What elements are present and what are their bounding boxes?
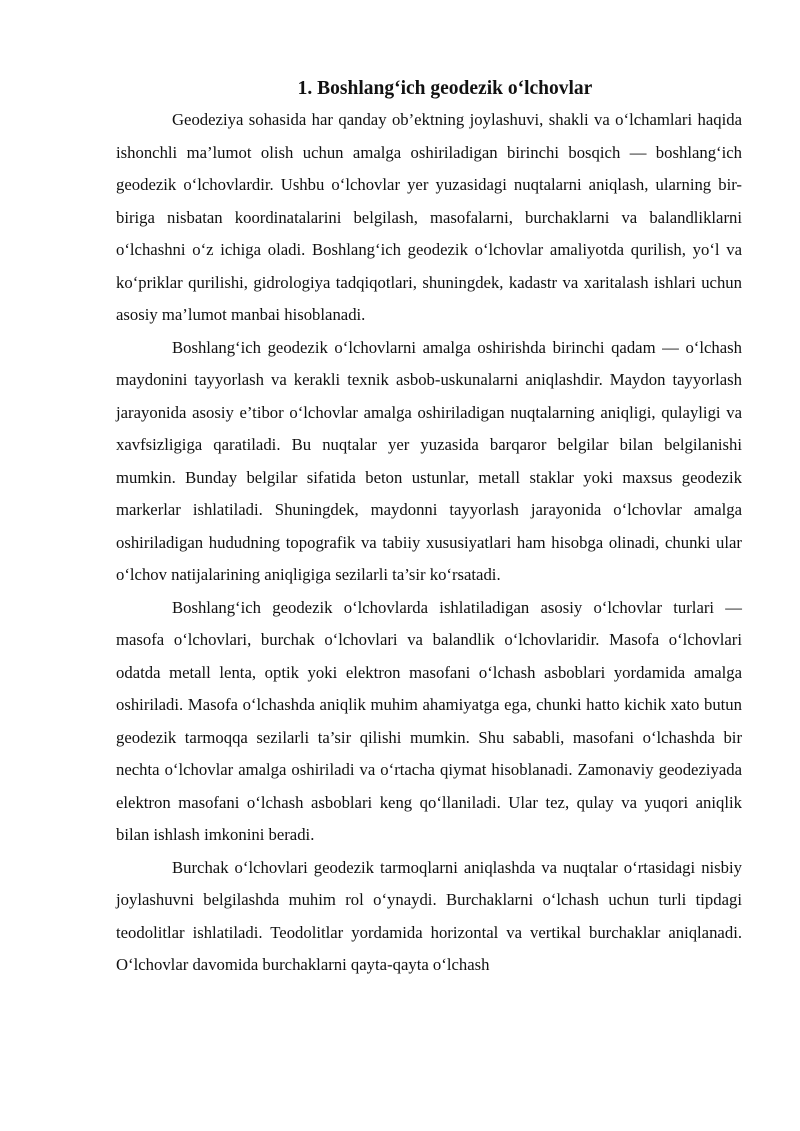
paragraph-4: Burchak o‘lchovlari geodezik tarmoqlarni aniqlashda va nuqtalar o‘rtasidagi nisbiy joylashuvni belgilashda muhim rol o‘ynaydi. Burchaklarni o‘lchash uchun turli tipdagi teodolitlar ishlatiladi. Teodolitlar yordamida horizontal va vertikal burchaklar aniqlanadi. O‘lchovlar davomida burchaklarni qayta-qayta o‘lchash (116, 857, 742, 974)
paragraph-2: Boshlang‘ich geodezik o‘lchovlarni amalga oshirishda birinchi qadam — o‘lchash maydonini tayyorlash va kerakli texnik asbob-uskunalarni aniqlashdir. Maydon tayyorlash jarayonida asosiy e’tibor o‘lchovlar amalga oshiriladigan nuqtalarning aniqligi, qulayligi va xavfsizligiga qaratiladi. Bu nuqtalar yer yuzasida barqaror belgilar bilan belgilanishi mumkin. Bunday belgilar sifatida beton ustunlar, metall staklar yoki maxsus geodezik markerlar ishlatiladi. Shuningdek, maydonni tayyorlash jarayonida o‘lchovlar amalga oshiriladigan hududning topografik va tabiiy xususiyatlari ham hisobga olinadi, chunki ular o‘lchov natijalarining aniqligiga sezilarli ta’sir ko‘rsatadi. (116, 337, 742, 584)
document-body (116, 76, 742, 982)
paragraph-3: Boshlang‘ich geodezik o‘lchovlarda ishlatiladigan asosiy o‘lchovlar turlari — masofa o‘lchovlari, burchak o‘lchovlari va balandlik o‘lchovlaridir. Masofa o‘lchovlari odatda metall lenta, optik yoki elektron masofani o‘lchash asboblari yordamida amalga oshiriladi. Masofa o‘lchashda aniqlik muhim ahamiyatga ega, chunki hatto kichik xato butun geodezik tarmoqqa sezilarli ta’sir qilishi mumkin. Shu sababli, masofani o‘lchashda bir nechta o‘lchovlar amalga oshiriladi va o‘rtacha qiymat hisoblanadi. Zamonaviy geodeziyada elektron masofani o‘lchash asboblari keng qo‘llaniladi. Ular tez, qulay va yuqori aniqlik bilan ishlash imkonini beradi. (116, 597, 742, 844)
paragraph-1: Geodeziya sohasida har qanday ob’ektning joylashuvi, shakli va o‘lchamlari haqida ishonchli ma’lumot olish uchun amalga oshiriladigan birinchi bosqich — boshlang‘ich geodezik o‘lchovlardir. Ushbu o‘lchovlar yer yuzasidagi nuqtalarni aniqlash, ularning bir-biriga nisbatan koordinatalarini belgilash, masofalarni, burchaklarni va balandliklarni o‘lchashni o‘z ichiga oladi. Boshlang‘ich geodezik o‘lchovlar amaliyotda qurilish, yo‘l va ko‘priklar qurilishi, gidrologiya tadqiqotlari, shuningdek, kadastr va xaritalash ishlari uchun asosiy ma’lumot manbai hisoblanadi. (116, 110, 742, 324)
section-title: 1. Boshlang‘ich geodezik o‘lchovlar (297, 78, 593, 99)
